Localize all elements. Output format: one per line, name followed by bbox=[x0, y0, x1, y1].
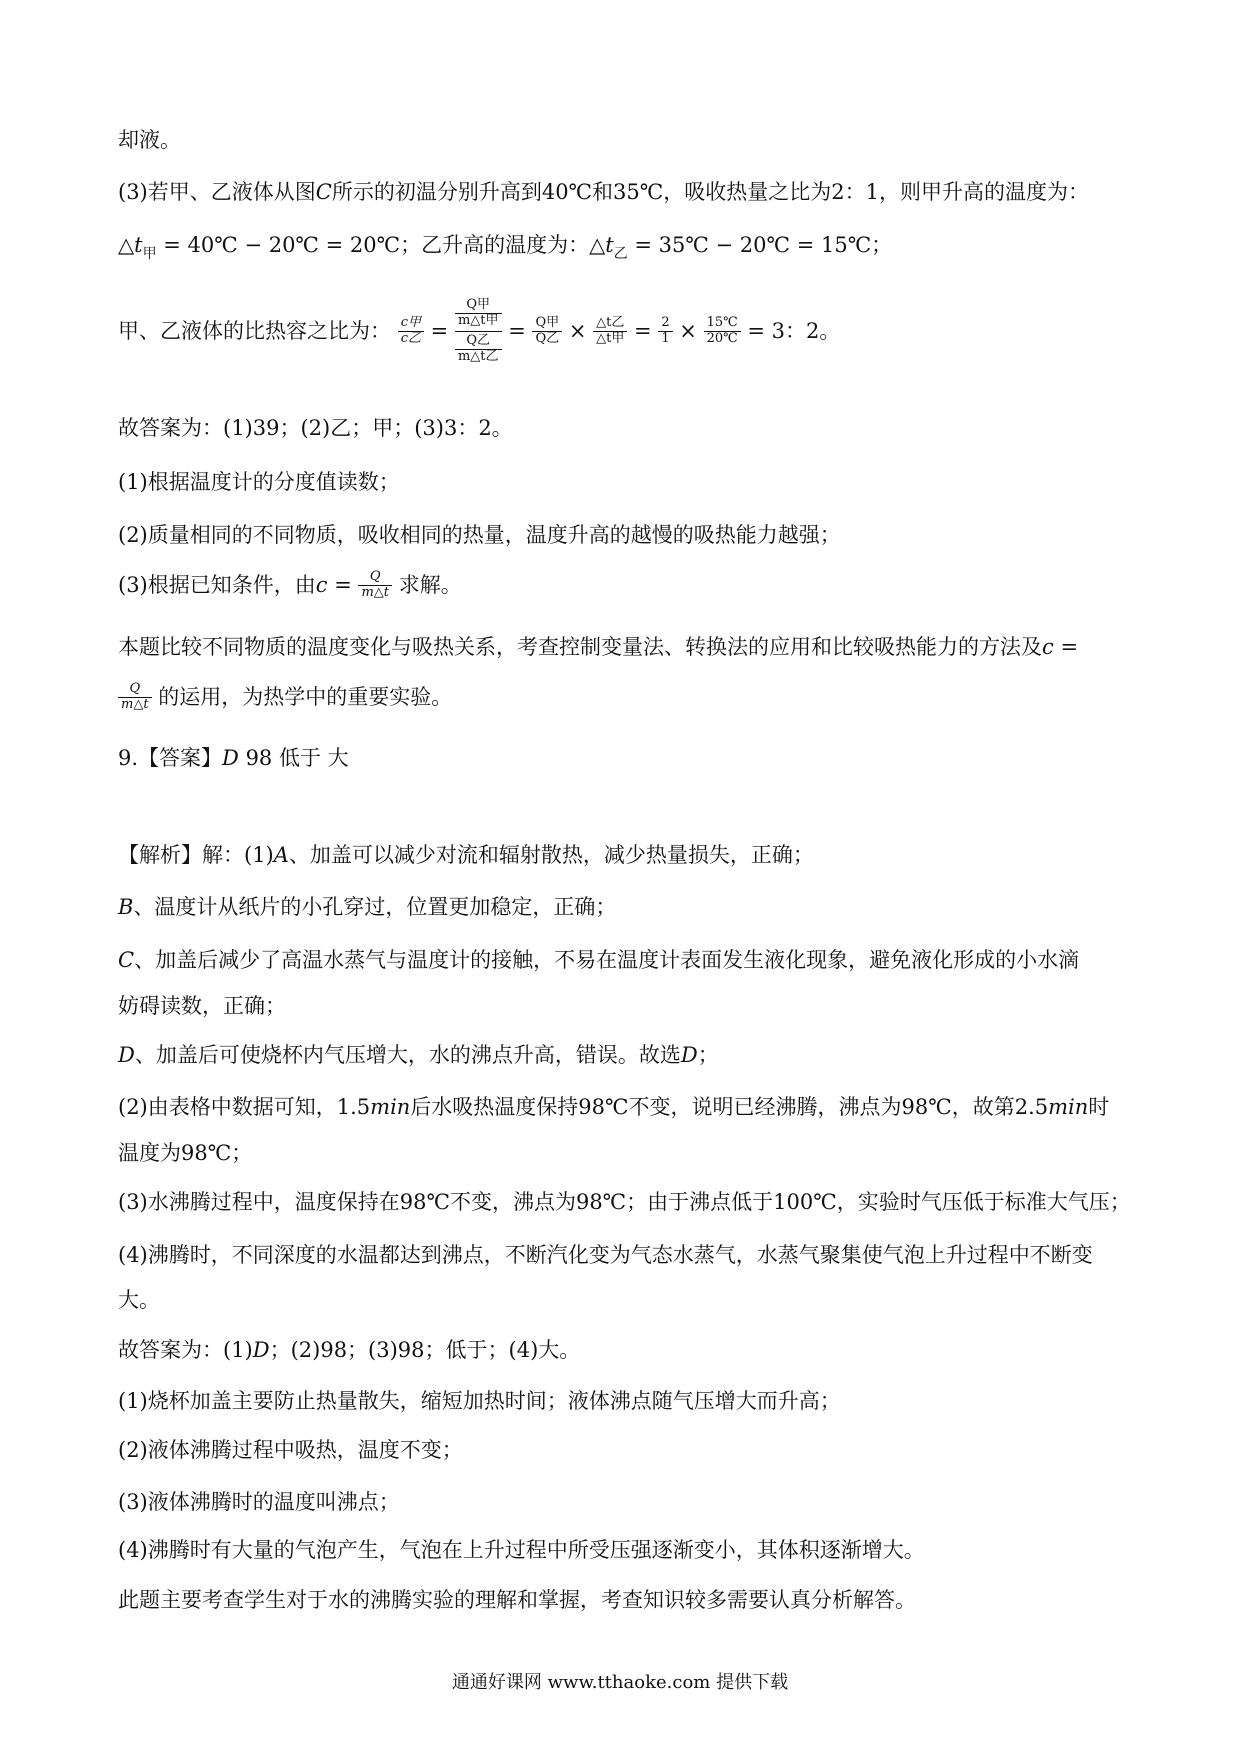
fraction-q-mdt: $\frac{Q}{m\triangle t}$ bbox=[118, 682, 152, 713]
text-line: (1)烧杯加盖主要防止热量散失，缩短加热时间；液体沸点随气压增大而升高； bbox=[118, 1389, 841, 1413]
fraction-c-ratio: $\frac{\text{c甲}}{\text{c乙}}$ bbox=[398, 316, 424, 347]
text-line: (2)质量相同的不同物质，吸收相同的热量，温度升高的越慢的吸热能力越强； bbox=[118, 523, 841, 547]
text-line: 本题比较不同物质的温度变化与吸热关系，考查控制变量法、转换法的应用和比较吸热能力的方法及c = bbox=[118, 635, 1079, 659]
text-line: 此题主要考查学生对于水的沸腾实验的理解和掌握，考查知识较多需要认真分析解答。 bbox=[118, 1588, 916, 1612]
text-line: (2)由表格中数据可知，1.5min后水吸热温度保持98℃不变，说明已经沸腾，沸点为98℃，故第2.5min时 bbox=[118, 1095, 1110, 1119]
text-line: D、加盖后可使烧杯内气压增大，水的沸点升高，错误。故选D； bbox=[118, 1043, 719, 1067]
text-line: B、温度计从纸片的小孔穿过，位置更加稳定，正确； bbox=[118, 895, 617, 919]
answer-heading: 9.【答案】D 98 低于 大 bbox=[118, 746, 349, 770]
text-line: (3)水沸腾过程中，温度保持在98℃不变，沸点为98℃；由于沸点低于100℃，实验时气压低于标准大气压； bbox=[118, 1190, 1131, 1214]
text-line-formula: $\frac{Q}{m\triangle t}$ 的运用，为热学中的重要实验。 bbox=[118, 682, 452, 713]
text-line: 温度为98℃； bbox=[118, 1141, 253, 1165]
text-line: 妨碍读数，正确； bbox=[118, 994, 286, 1018]
text-line: (4)沸腾时，不同深度的水温都达到沸点，不断汽化变为气态水蒸气，水蒸气聚集使气泡上升过程中不断变 bbox=[118, 1243, 1093, 1267]
text-line: C、加盖后减少了高温水蒸气与温度计的接触，不易在温度计表面发生液化现象，避免液化形成的小水滴 bbox=[118, 948, 1080, 972]
text-line: 故答案为：(1)39；(2)乙；甲；(3)3：2。 bbox=[118, 416, 513, 440]
text-line: 大。 bbox=[118, 1288, 160, 1312]
fraction-q-mdt: $\frac{Q}{m\triangle t}$ bbox=[358, 570, 392, 601]
text-line: 却液。 bbox=[118, 128, 181, 152]
text-line: (1)根据温度计的分度值读数； bbox=[118, 470, 400, 494]
page-footer: 通通好课网 www.tthaoke.com 提供下载 bbox=[451, 1672, 789, 1693]
text-line-formula: 甲、乙液体的比热容之比为： $\frac{\text{c甲}}{\text{c乙}}$ = $\frac{\text{Q甲}}{\text{m△t甲}}$ $\frac{\text{Q乙}}{\text{m△t乙}}$ = $\frac{\text{Q甲}}{\text{Q乙}}$ × $\frac{\text{△t乙}}{\text{△t甲}}$ = $\frac{2}{1}$ × $\frac{15℃}{20℃}$ = 3：2。 bbox=[118, 297, 841, 364]
fraction-dt-ratio: $\frac{\text{△t乙}}{\text{△t甲}}$ bbox=[593, 316, 627, 347]
text-line-formula: (3)根据已知条件，由c = $\frac{Q}{m\triangle t}$ 求解。 bbox=[118, 569, 462, 600]
text-line: (2)液体沸腾过程中吸热，温度不变； bbox=[118, 1438, 463, 1462]
text-line: (3)若甲、乙液体从图C所示的初温分别升高到40℃和35℃，吸收热量之比为2：1，则甲升高的温度为： bbox=[118, 180, 1089, 204]
fraction-temps: $\frac{15℃}{20℃}$ bbox=[704, 316, 741, 347]
fraction-two-one: $\frac{2}{1}$ bbox=[658, 316, 672, 347]
fraction-compound: $\frac{\text{Q甲}}{\text{m△t甲}}$ $\frac{\text{Q乙}}{\text{m△t乙}}$ bbox=[455, 298, 502, 365]
text-line: (4)沸腾时有大量的气泡产生，气泡在上升过程中所受压强逐渐变小，其体积逐渐增大。 bbox=[118, 1538, 925, 1562]
text-line: 故答案为：(1)D；(2)98；(3)98；低于；(4)大。 bbox=[118, 1338, 581, 1362]
text-line: (3)液体沸腾时的温度叫沸点； bbox=[118, 1490, 400, 1514]
text-line: $\triangle t_甲$ = 40℃ − 20℃ = 20℃；乙升高的温度为：$\triangle t_乙$ = 35℃ − 20℃ = 15℃； bbox=[118, 233, 893, 262]
fraction-q-ratio: $\frac{\text{Q甲}}{\text{Q乙}}$ bbox=[532, 316, 562, 347]
text-line: 【解析】解：(1)A、加盖可以减少对流和辐射散热，减少热量损失，正确； bbox=[118, 843, 814, 867]
